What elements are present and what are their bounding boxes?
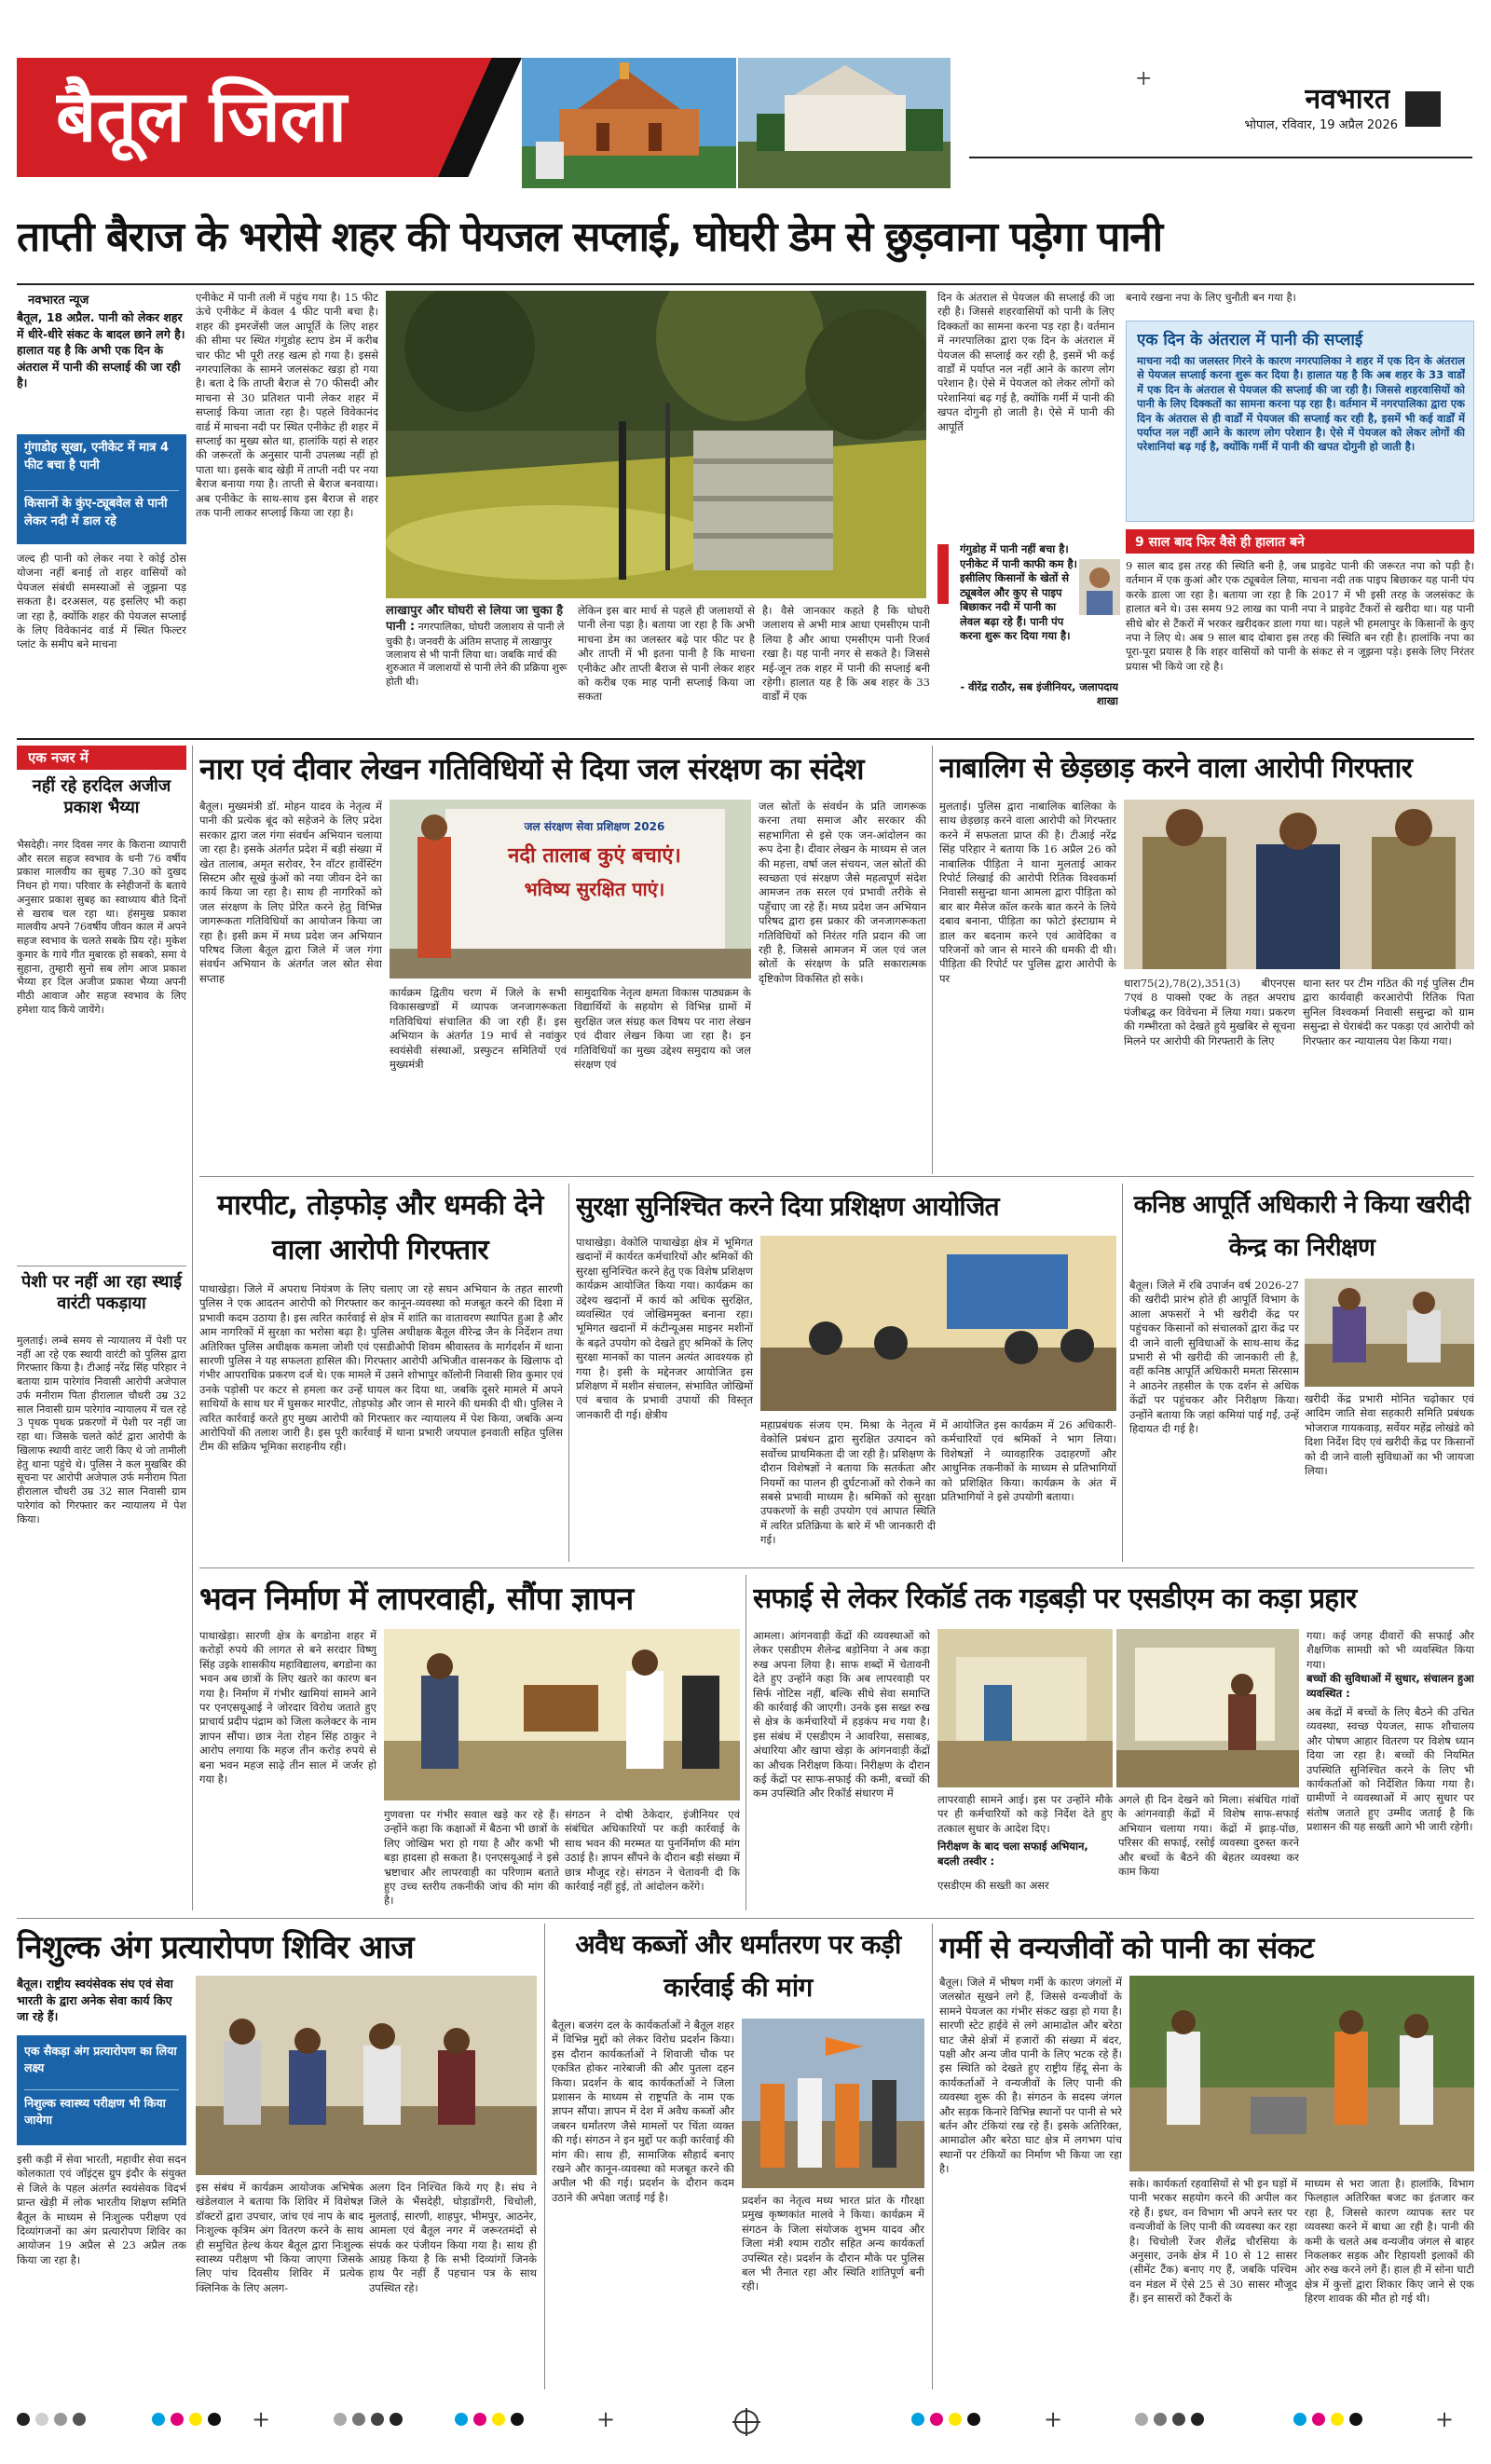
lead-photo-pipeline (386, 291, 926, 598)
safai-photo-2 (1116, 1629, 1299, 1787)
kanishth-body: बैतूल। जिले में रबि उपार्जन वर्ष 2026-27 की खरीदी प्रारंभ होते ही आपूर्ति विभाग के आला अफसरों ने भी खरीदी केंद्र पर पहुंचकर किसानों को संचालकों द्वारा केंद्र पर दी जाने वाली सुविधाओं के साथ-साथ केंद्र प्रभारी से भी खरीदी की जानकारी ली है, वहीं कनिष्ठ आपूर्ति अधिकारी ममता सिरसाम ने आठनेर तहसील के एक दर्शन से अधिक केंद्रों पर पहुंचकर और निरीक्षण किया। उन्होंने बताया कि जहां कमियां पाई गईं, उन्हें हिदायत दी गई है। (1129, 1279, 1299, 1436)
nabalig-body: मुलताई। पुलिस द्वारा नाबालिक बालिका के साथ छेड़छाड़ करने वाला आरोपी को गिरफ्तार करने में सफलता प्राप्त की है। टीआई नरेंद्र सिंह परिहार ने बताया कि 16 अप्रैल 26 को नाबालिक पीड़िता ने थाना मुलताई आकर रिपोर्ट लिखाई की आरोपी रितिक विश्वकर्मा निवासी ससुन्द्रा थाना आमला द्वारा पीड़िता को बार बार मैसेज कॉल करके बात करने के लिये दबाव बनाना, पीड़िता का फोटो इंस्टाग्राम मे डाल कर बदनाम करने एवं आवेदिका व परिजनों को जान से मारने की धमकी दी थी। पीड़िता की रिपोर्ट पर पुलिस द्वारा आरोपी के पर (939, 800, 1116, 985)
nara-headline: नारा एवं दीवार लेखन गतिविधियों से दिया जल संरक्षण का संदेश (199, 751, 864, 787)
nara-col1: बैतूल। मुख्यमंत्री डॉ. मोहन यादव के नेतृत्व में पानी की प्रत्येक बूंद को सहेजने के लिए प्रदेश सरकार द्वारा जल गंगा संवर्धन अभियान चलाया जा रहा है। इसके अंतर्गत प्रदेश में बड़ी संख्या में खेत तालाब, अमृत सरोवर, रैन वॉटर हार्वेस्टिंग सिस्टम और सूखे कुंओं को नया जीवन देने का कार्य किया जा रहा है। साथ ही नागरिकों को जल संरक्षण के लिए प्रेरित करने हेतु विभिन्न जागरूकता गतिविधियों का आयोजन किया जा रहा है। इसी क्रम में मध्य प्रदेश जन अभियान परिषद जिला बैतूल द्वारा जिले में जल गंगा संवर्धन अभियान के अंतर्गत जल स्रोत सेवा सप्ताह (199, 800, 382, 985)
kanishth-headline: कनिष्ठ आपूर्ति अधिकारी ने किया खरीदी केन्द्र का निरीक्षण (1133, 1191, 1470, 1262)
avaidh-photo-protest (742, 2019, 924, 2188)
nara-col3: सामुदायिक नेतृत्व क्षमता विकास पाठ्यक्रम के विद्यार्थियों के सहयोग से विभिन्न ग्रामों में सुरक्षित जल संग्रह कल विषय पर नारा लेखन एवं दीवार लेखन किया जा रहा है। इन गतिविधियों का मुख्य उद्देश्य समुदाय को जल संरक्षण एवं (574, 986, 751, 1072)
lead-col6-top: बनाये रखना नपा के लिए चुनौती बन गया है। (1126, 291, 1296, 304)
marpit-body: पाथाखेड़ा। जिले में अपराध नियंत्रण के लिए चलाए जा रहे सघन अभियान के तहत सारणी पुलिस ने एक आदतन आरोपी को गिरफ्तार कर कानून-व्यवस्था को मजबूत करने की दिशा में प्रभावी कदम उठाया है। इस त्वरित कार्रवाई से क्षेत्र में शांति का वातावरण स्थापित हुआ है और आम नागरिकों में सुरक्षा का भरोसा बढ़ा है। पुलिस अधीक्षक बैतूल वीरेन्द्र जैन के निर्देशन तथा अतिरिक्त पुलिस अधीक्षक कमला जोशी एवं एसडीओपी शिवम श्रीवास्तव के मार्गदर्शन में थाना सारणी पुलिस ने यह सफलता हासिल की। गिरफ्तार आरोपी अभिजीत वासनकर के खिलाफ दो गंभीर आपराधिक प्रकरण दर्ज थे। एक मामले में उसने शोभापुर कॉलोनी निवासी शिव कुमार एवं उनके पड़ोसी पर कटर से हमला कर उन्हें घायल कर दिया था, जबकि दूसरे मामले में अपने साथियों के साथ घर में घुसकर मारपीट, तोड़फोड़ और जान से मारने की धमकी दी थी। पुलिस ने त्वरित कार्रवाई करते हुए मुख्य आरोपी को गिरफ्तार कर न्यायालय में पेश किया, जबकि अन्य आरोपियों की तलाश जारी है। इस पूरी कार्रवाई में थाना प्रभारी जयपाल इनवाती सहित पुलिस टीम की सक्रिय भूमिका सराहनीय रही। (199, 1282, 563, 1454)
safai-caption-2: अगले ही दिन देखने को मिला। संबंधित गांवों के आंगनवाड़ी केंद्रों में विशेष साफ-सफाई अभियान चलाया गया। केंद्रों में झाड़-पोंछ, परिसर की सफाई, रसोई व्यवस्था दुरुस्त करने और बच्चों के बैठने की बेहतर व्यवस्था कर काम किया (1118, 1793, 1299, 1879)
safai-col1: आमला। आंगनवाड़ी केंद्रों की व्यवस्थाओं को लेकर एसडीएम शैलेन्द्र बड़ोनिया ने अब कड़ा रुख अपना लिया है। साफ शब्दों में चेतावनी देते हुए उन्होंने कहा कि अब लापरवाही पर सिर्फ नोटिस नहीं, बल्कि सीधे सेवा समाप्ति की कार्रवाई की जाएगी। उनके इस सख्त रुख से क्षेत्र के कर्मचारियों में हड़कंप मच गया है। इस संबंध में एसडीएम ने आवरिया, ससाबड़, अंधारिया और खापा खेड़ा के आंगनवाड़ी केंद्रों का औचक निरीक्षण किया। निरीक्षण के दौरान कई केंद्रों पर साफ-सफाई की कमी, बच्चों की कम उपस्थिति और रिकॉर्ड संधारण में (753, 1629, 930, 1800)
nishulk-intro: बैतूल। राष्ट्रीय स्वयंसेवक संघ एवं सेवा भारती के द्वारा अनेक सेवा कार्य किए जा रहे हैं। (17, 1977, 173, 2023)
warrant-body: मुलताई। लम्बे समय से न्यायालय में पेशी पर नहीं आ रहे एक स्थायी वारंटी को पुलिस द्वारा गिरफ्तार किया है। टीआई नरेंद्र सिंह परिहार ने बताया ग्राम पारेगांव निवासी आरोपी अजेपाल उर्फ मनीराम पिता हीरालाल चौधरी उम्र 32 साल निवासी ग्राम पारेगांव न्यायालय में चल रहे 3 पृथक पृथक प्रकरणों में पेशी पर नहीं जा रहा था। जिसके चलते कोर्ट द्वारा आरोपी के खिलाफ स्थायी वारंट जारी किए थे जो तामीली हेतु थाना पहुंचे थे। पुलिस ने कल मुखबिर की सूचना पर आरोपी अजेपाल उर्फ मनीराम पिता हीरालाल चौधरी उम्र 32 साल निवासी ग्राम पारेगांव को गिरफ्तार कर न्यायालय में पेश किया। (17, 1335, 186, 1526)
lead-quote-by: - वीरेंद्र राठौर, सब इंजीनियर, जलापदाय शाखा (960, 680, 1118, 707)
kanishth-caption: खरीदी केंद्र प्रभारी मोनित चढ़ोकार एवं आदिम जाति सेवा सहकारी समिति प्रबंधक भोजराज गायकवाड़, सर्वेयर महेंद्र लोखंडे को दिशा निर्देश दिए एवं खरीदी केंद्र पर किसानों को दी जाने वाली सुविधाओं का भी जायजा लिया। (1305, 1392, 1474, 1478)
suraksha-col2: महाप्रबंधक संजय एम. मिश्रा के नेतृत्व में वेकोलि प्रबंधन द्वारा सुरक्षित उत्पादन को सर्वोच्च प्राथमिकता दी जा रही है। प्रशिक्षण के दौरान विशेषज्ञों ने बताया कि सतर्कता और नियमों का पालन ही दुर्घटनाओं को रोकने का सबसे प्रभावी माध्यम है। श्रमिकों को सुरक्षा उपकरणों के सही उपयोग एवं आपात स्थिति में त्वरित प्रतिक्रिया के बारे में भी जानकारी दी गई। (760, 1418, 936, 1547)
registration-mark-top: + (1135, 67, 1153, 90)
section-title: बैतूल जिला (56, 75, 347, 157)
wall-slogan-1: जल संरक्षण सेवा प्रशिक्षण 2026 (524, 820, 665, 833)
wall-slogan-2: नदी तालाब कुएं बचाएं। (508, 844, 681, 868)
bhavan-caption: गुणवत्ता पर गंभीर सवाल खड़े कर रहे हैं। उन्होंने कहा कि कक्षाओं में बैठना भी छात्रों के लिए जोखिम भरा हो गया है और कभी भी बड़ा हादसा हो सकता है। एनएसयूआई ने इसे भ्रष्टाचार और लापरवाही का परिणाम बताते हुए उच्च स्तरीय तकनीकी जांच की मांग की है। (384, 1808, 559, 1908)
bhavan-photo-memorandum (384, 1629, 740, 1800)
kanishth-photo-inspection (1305, 1279, 1474, 1387)
bhavan-headline: भवन निर्माण में लापरवाही, सौंपा ज्ञापन (199, 1581, 634, 1618)
safai-headline: सफाई से लेकर रिकॉर्ड तक गड़बड़ी पर एसडीएम का कड़ा प्रहार (753, 1582, 1357, 1615)
print-color-bar (17, 2408, 1474, 2436)
suraksha-headline: सुरक्षा सुनिश्चित करने दिया प्रशिक्षण आयोजित (576, 1191, 999, 1222)
safai-col3: गया। कई जगह दीवारों की सफाई और शैक्षणिक सामग्री को भी व्यवस्थित किया गया। (1306, 1629, 1474, 1670)
garmi-col3: माध्यम से भरा जाता है। हालांकि, विभाग फिलहाल अतिरिक्त बजट का इंतजार कर रहा है, जिससे कारण व्यापक स्तर पर व्यवस्था करने में बाधा आ रही है। पानी की कमी के चलते अब वन्यजीव जंगल से बाहर निकलकर सड़क और रिहायशी इलाकों की ओर रुख करने लगे हैं। हाल ही में सोना घाटी क्षेत्र में कुत्तों द्वारा शिकार किए जाने से एक हिरण शावक की मौत हो गई थी। (1305, 2177, 1474, 2306)
nabalig-headline: नाबालिग से छेड़छाड़ करने वाला आरोपी गिरफ्तार (939, 752, 1413, 785)
safai-caption-1: लापरवाही सामने आई। इस पर उन्होंने मौके पर ही कर्मचारियों को कड़े निर्देश देते हुए तत्काल सुधार के आदेश दिए। (937, 1793, 1113, 1835)
nishulk-box-line-2: निशुल्क स्वास्थ्य परीक्षण भी किया जायेगा (24, 2096, 166, 2128)
header-photo-shrine (738, 58, 951, 188)
header-photo-temple (522, 58, 736, 188)
masthead-rule (969, 157, 1472, 158)
bhavan-body: पाथाखेड़ा। सारणी क्षेत्र के बगडोना शहर में करोड़ों रुपये की लागत से बने सरदार विष्णु सिंह उइके शासकीय महाविद्यालय, बगडोना का भवन अब छात्रों के लिए खतरे का कारण बन गया है। निर्माण में गंभीर खामियां सामने आने पर एनएसयूआई ने जोरदार विरोध जताते हुए प्राचार्य प्रदीप पंद्राम को जिला कलेक्टर के नाम ज्ञापन सौंपा। छात्र नेता रोहन सिंह ठाकुर ने आरोप लगाया कि महज तीन करोड़ रुपये से बना भवन महज साढ़े तीन साल में जर्जर हो गया है। (199, 1629, 376, 1786)
warrant-headline: पेशी पर नहीं आ रहा स्थाई वारंटी पकड़ाया (21, 1272, 182, 1314)
marpit-headline: मारपीट, तोड़फोड़ और धमकी देने वाला आरोपी गिरफ्तार (217, 1189, 543, 1266)
lead-col5-body: दिन के अंतराल से पेयजल की सप्लाई की जा रही है। जिससे शहरवासियों को पानी के लिए दिक्कतों का सामना करना पड़ रहा है। वर्तमान में नगरपालिका द्वारा एक दिन के अंतराल में पेयजल की सप्लाई कर रही है, इसमें भी कई वार्डों में पर्याप्त नल नहीं आने के कारण लोग परेशान है। ऐसे में पेयजल को लेकर लोगों को परेशानियां बढ़ गई है, क्योंकि गर्मी में पानी की खपत दोगुनी हो जाती है। ऐसे में पानी की आपूर्ति (937, 291, 1115, 433)
lead-photo-caption-head: लाखापुर और घोघरी से लिया जा चुका है पानी : (386, 604, 563, 634)
avaidh-headline: अवैध कब्जों और धर्मांतरण पर कड़ी कार्रवाई की मांग (575, 1929, 901, 2003)
sidebox-1-body: माचना नदी का जलस्तर गिरने के कारण नगरपालिका ने शहर में एक दिन के अंतराल से पेयजल सप्लाई करना शुरू कर दिया है। हालात यह है कि अब शहर के 33 वार्डों में एक दिन के अंतराल से पेयजल की सप्लाई की जा रही है। जिससे शहरवासियों को पानी के लिए दिक्कतों का सामना करना पड़ रहा है। वर्तमान में नगरपालिका द्वारा एक दिन के अंतराल से ही वार्डों में पेयजल की सप्लाई कर रही है, इसमें भी कई वार्डों में पर्याप्त नल नहीं आने के कारण लोग परेशान है। ऐसे में पेयजल को लेकर लोगों की परेशानियां बढ़ गई है, क्योंकि गर्मी में पानी की खपत दोगुनी हो जाती है। (1137, 354, 1465, 454)
lead-headline: ताप्ती बैराज के भरोसे शहर की पेयजल सप्लाई, घोघरी डेम से छुड़वाना पड़ेगा पानी (17, 213, 1162, 261)
nara-caption: कार्यक्रम द्वितीय चरण में जिले के सभी विकासखण्डों में व्यापक जनजागरूकता गतिविधियां संचालित की जा रही हैं। इस अभियान के अंतर्गत 19 मार्च से नवांकुर स्वयंसेवी संस्थाओं, प्रस्फुटन समितियों एवं मुख्यमंत्री (390, 986, 567, 1072)
safai-photo-1 (937, 1629, 1113, 1787)
paper-logo-block (1405, 91, 1441, 127)
lead-col3-body: लेकिन इस बार मार्च से पहले ही जलाशयों से पानी लेना पड़ा है। बताया जा रहा है कि अभी माचना डेम का जलस्तर बढ़े पार फीट पर है और ताप्ती में भी इतना पानी है कि माचना एनीकेट और ताप्ती बैराज से पानी लेकर शहर को करीब एक माह पानी सप्लाई किया जा सकता (578, 604, 755, 704)
lead-highlight-2: किसानों के कुंए-ट्यूबवेल से पानी लेकर नदी में डाल रहे (24, 497, 168, 528)
dateline: भोपाल, रविवार, 19 अप्रैल 2026 (1244, 118, 1398, 132)
nishulk-headline: निशुल्क अंग प्रत्यारोपण शिविर आज (17, 1929, 414, 1966)
garmi-headline: गर्मी से वन्यजीवों को पानी का संकट (939, 1930, 1314, 1965)
safai-subhead-2: बच्चों की सुविधाओं में सुधार, संचालन हुआ व्यवस्थित : (1306, 1672, 1474, 1700)
obit-body: भैसदेही। नगर दिवस नगर के किराना व्यापारी और सरल सहज स्वभाव के धनी 76 वर्षीय प्रकाश मालवीय का सुबह 7.30 को दुखद निधन हो गया। परिवार के स्नेहीजनों के बताये अनुसार प्रकाश सुबह का स्वाध्याय बीते दिनों से खराब चल रहा था। हंसमुख प्रकाश मालवीय अपने 76वर्षीय जीवन काल में अपने सहज स्वभाव के चलते सबके प्रिय रहे। मुकेश कुमार के गाये गीत मुबारक हो सबको, समा ये सुहाना, तुम्हारी सुनो सब लोग आज प्रकाश भैय्या हर दिल अजीज प्रकाश भैय्या अपनी मीठी आवाज और सहज स्वभाव के लिए हमेशा याद किये जायेंगे। (17, 839, 186, 1016)
obit-headline: नहीं रहे हरदिल अजीज प्रकाश भैय्या (32, 776, 171, 818)
nishulk-body: इसी कड़ी में सेवा भारती, महावीर सेवा सदन कोलकाता एवं जॉइंट्स ग्रुप इंदौर के संयुक्त से जिले के पहल अंतर्गत स्वयंसेवक विदर्भ प्रान्त खेड़ी में लोक भारतीय शिक्षण समिति बैतूल के माध्यम से निःशुल्क परीक्षण एवं दिव्यांगजनों का अंग प्रत्यारोपण शिविर का आयोजन 19 अप्रैल से 23 अप्रैल तक किया जा रहा है। (17, 2153, 186, 2266)
safai-col3-body: अब केंद्रों में बच्चों के लिए बैठने की उचित व्यवस्था, स्वच्छ पेयजल, साफ शौचालय और पोषण आहार वितरण पर विशेष ध्यान दिया जा रहा है। बच्चों की नियमित उपस्थिति सुनिश्चित करने के लिए भी कार्यकर्ताओं को निर्देशित किया गया है। ग्रामीणों ने व्यवस्थाओं में आए सुधार पर संतोष जताते हुए उम्मीद जताई है कि प्रशासन की यह सख्ती आगे भी जारी रहेगी। (1306, 1705, 1474, 1834)
avaidh-caption: प्रदर्शन का नेतृत्व मध्य भारत प्रांत के गौरक्षा प्रमुख कृष्णकांत मालवे ने किया। कार्यक्रम में संगठन के जिला संयोजक शुभम यादव और जिला मंत्री श्याम राठौर सहित अन्य कार्यकर्ता उपस्थित रहे। प्रदर्शन के दौरान मौके पर पुलिस बल भी तैनात रहा और स्थिति शांतिपूर्ण बनी रही। (742, 2194, 924, 2293)
bhavan-col3: संगठन ने दोषी ठेकेदार, इंजीनियर एवं संबंधित अधिकारियों पर कड़ी कार्रवाई के साथ भवन की मरम्मत या पुनर्निर्माण की मांग उठाई है। ज्ञापन सौंपने के दौरान बड़ी संख्या में छात्र मौजूद रहे। संगठन ने चेतावनी दी कि कार्रवाई नहीं हुई, तो आंदोलन करेंगे। (565, 1808, 740, 1894)
garmi-photo-water (1129, 1976, 1474, 2171)
wall-slogan-3: भविष्य सुरक्षित पाएं। (524, 878, 665, 900)
avaidh-body: बैतूल। बजरंग दल के कार्यकर्ताओं ने बैतूल शहर में विभिन्न मुद्दों को लेकर विरोध प्रदर्शन किया। इस दौरान कार्यकर्ताओं ने शिवाजी चौक पर एकत्रित होकर नारेबाजी की और पुतला दहन किया। प्रदर्शन के बाद कार्यकर्ताओं ने जिला प्रशासन के माध्यम से राष्ट्रपति के नाम एक ज्ञापन सौंपा। ज्ञापन में देश में अवैध कब्जों और जबरन धर्मांतरण जैसे मामलों पर चिंता व्यक्त की गई। संगठन ने इन मुद्दों पर कड़ी कार्रवाई की मांग की। साथ ही, सामाजिक सौहार्द बनाए रखने और कानून-व्यवस्था को मजबूत करने की अपील भी की गई। प्रदर्शन के दौरान कदम उठाने की अपेक्षा जताई गई है। (552, 2019, 734, 2204)
footer-reg-mark-2: + (596, 2406, 616, 2432)
suraksha-photo-training (760, 1236, 1116, 1411)
nabalig-photo-police (1124, 800, 1474, 969)
lead-photo-caption-text: नगरपालिका, घोघरी जलाशय से पानी ले चुकी है। जनवरी के अंतिम सप्ताह में लाखापुर जलाशय से भी पानी लिया था। जबकि मार्च की शुरुआत में जलाशयों से पानी लेने की प्रक्रिया शुरू होती थी। (386, 620, 568, 688)
nara-col4: जल स्रोतों के संवर्धन के प्रति जागरूक करना तथा समाज और सरकार की सहभागिता से इसे एक जन-आंदोलन का रूप देना है। दीवार लेखन के माध्यम से जल की महत्ता, वर्षा जल संचयन, जल स्रोतों की स्वच्छता एवं संरक्षण जैसे महत्वपूर्ण संदेश आमजन तक सरल एवं प्रभावी तरीके से पहुँचाए जा रहे हैं। मध्य प्रदेश जन अभियान परिषद द्वारा इस प्रकार की जनजागरूकता गतिविधियों को निरंतर गति प्रदान की जा रही है, जिससे आमजन में जल एवं जल स्रोतों के संरक्षण के प्रति सकारात्मक दृष्टिकोण विकसित हो सके। (759, 800, 926, 985)
lead-quote: गंगुडोह में पानी नहीं बचा है। एनीकेट में पानी काफी कम है। इसीलिए किसानों के खेतों से ट्यूबवेल और कुए से पाइप बिछाकर नदी में पानी का लेवल बढ़ा रहे हैं। पानी पंप करना शुरू कर दिया गया है। (960, 542, 1077, 643)
lead-byline: नवभारत न्यूज (28, 294, 89, 308)
paper-name: नवभारत (1305, 83, 1390, 116)
garmi-body: बैतूल। जिले में भीषण गर्मी के कारण जंगलों में जलस्रोत सूखने लगे हैं, जिससे वन्यजीवों के सामने पेयजल का गंभीर संकट खड़ा हो गया है। सारणी स्टेट हाईवे से लगे आमाढोल और बरेठा घाट जैसे क्षेत्रों में हजारों की संख्या में बंदर, पक्षी और अन्य जीव पानी के लिए भटक रहे हैं। इस स्थिति को देखते हुए राष्ट्रीय हिंदू सेना के कार्यकर्ताओं ने वन्यजीवों के लिए पानी की व्यवस्था शुरू की है। संगठन के सदस्य जंगल और सड़क किनारे विभिन्न स्थानों पर पानी से भरे बर्तन और टंकियां रख रहे हैं। इसके अतिरिक्त, आमाढोल और बरेठा घाट क्षेत्र में लगभग पांच स्थानों पर टंकियों का निर्माण भी किया जा रहा है। (939, 1976, 1122, 2176)
footer-reg-mark-1: + (252, 2406, 271, 2432)
nabalig-caption: धारा75(2),78(2),351(3) बीएनएस 7एवं 8 पाक्सो एक्ट के तहत अपराध पंजीबद्ध कर विवेचना में लिया गया। प्रकरण की गम्भीरता को देखते हुये मुखबिर से सूचना मिलने पर आरोपी की गिरफ्तारी के लिए (1124, 977, 1295, 1047)
ek-nazar-label: एक नजर में (28, 749, 89, 766)
sidebox-2-body: 9 साल बाद इस तरह की स्थिति बनी है, जब प्राइवेट पानी की जरूरत नपा को पड़ी है। वर्तमान में एक कुआं और एक ट्यूबवेल लिया, माचना नदी तक पाइप बिछाकर यह पानी पंप करके डाला जा रहा है। बताया जा रहा है कि 2017 में भी इसी तरह के जलसंकट के हालात बने थे। उस समय 92 लाख का पानी नपा ने प्राइवेट टैंकरों से खरीदा था। यह पानी सीधे बोर से टैंकरों में भरकर खरीदकर डाला गया था। पहले भी हमलापुर के किसानों के कुए नपा ने लिए थे। अब 9 साल बाद दोबारा इस तरह की स्थिति बन रही है। हालांकि नपा का पूरा-पूरा प्रयास है कि शहर वासियों को पानी के संकट से न जूझना पड़े। इसके लिए निरंतर प्रयास भी किये जा रहे है। (1126, 559, 1474, 673)
nishulk-photo-camp (196, 1976, 537, 2175)
garmi-caption: सके। कार्यकर्ता रहवासियों से भी इन घड़ों में पानी भरकर सहयोग करने की अपील कर रहे हैं। इधर, वन विभाग भी अपने स्तर पर वन्यजीवों के लिए पानी की व्यवस्था कर रहा है। चिचोली रेंजर शैलेंद्र चौरसिया के अनुसार, उनके क्षेत्र में 10 से 12 सासर (सीमेंट टैंक) बनाए गए हैं, जबकि पश्चिम वन मंडल में ऐसे 25 से 30 सासर मौजूद हैं। इन सासरों को टैंकरों के (1129, 2177, 1297, 2306)
footer-reg-mark-3: + (1044, 2406, 1063, 2432)
nishulk-box-line-1: एक सैकड़ा अंग प्रत्यारोपण का लिया लक्ष्य (24, 2044, 177, 2075)
lead-col1-body: जल्द ही पानी को लेकर नया रे कोई ठोस योजना नहीं बनाई तो शहर वासियों को पेयजल संबंधी समस्याओं से जूझना पड़ सकता है। दरअसल, यह इसलिए भी कहा जा रहा है, क्योंकि शहर की पेयजल सप्लाई के लिए विवेकानंद वार्ड में स्थित फिल्टर प्लांट के समीप बने माचना (17, 552, 186, 651)
lead-col4-body: है। वैसे जानकार कहते है कि घोघरी जलाशय से अभी मात्र आधा एमसीएम पानी लिया है और आधा एमसीएम पानी रिजर्व रखा है। यह पानी नगर से सकते है। जिससे मई-जून तक शहर में पानी की सप्लाई बनी रहेगी। हालात यह है कि अब शहर के 33 वार्डों में एक (762, 604, 930, 704)
nishulk-col3: अलग दिन निश्चित किये गए है। संघ ने जिले के भैंसदेही, घोड़ाडोंगरी, चिचोली, मुलताई, सारणी, शाहपुर, भीमपुर, आठनेर, आमला एवं बैतूल नगर में जरूरतमंदों से संपर्क कर पंजीयन किया गया है। साथ ही आग्रह किया है कि सभी दिव्यांगों जिनके हाथ पैर नहीं हैं पहचान पत्र के साथ उपस्थित रहे। (369, 2181, 537, 2294)
safai-subhead: निरीक्षण के बाद चला सफाई अभियान, बदली तस्वीर : (937, 1840, 1088, 1868)
suraksha-col3: में आयोजित इस कार्यक्रम में 26 अधिकारी-कर्मचारियों एवं श्रमिकों ने भाग लिया। विशेषज्ञों ने व्यावहारिक उदाहरणों और आधुनिक तकनीकों के माध्यम से प्रतिभागियों को प्रशिक्षित किया। कार्यक्रम के अंत में प्रतिभागियों ने इसे उपयोगी बताया। (941, 1418, 1116, 1504)
safai-caption-bold: एसडीएम की सख्ती का असर (937, 1879, 1049, 1892)
lead-quote-icon (937, 544, 949, 604)
nabalig-caption-2: थाना स्तर पर टीम गठित की गई पुलिस टीम द्वारा कार्यवाही करआरोपी रितिक पिता सुनिल विश्वकर्मा निवासी ससुन्द्रा को ग्राम ससुन्द्रा से घेराबंदी कर पकड़ा एवं आरोपी को गिरफ्तार कर न्यायालय पेश किया गया। (1303, 977, 1474, 1047)
lead-col2-body: एनीकेट में पानी तली में पहुंच गया है। 15 फीट ऊंचे एनीकेट में केवल 4 फीट पानी बचा है। शहर की इमरजेंसी जल आपूर्ति के लिए शहर की सीमा पर स्थित गंगुडोह स्टाप डेम में करीब चार फीट भी पूरी तरह खत्म हो गया है। इससे नगरपालिका के सामने जलसंकट खड़ा हो गया है। बता दे कि ताप्ती बैराज से 70 फीसदी और माचना से 30 प्रतिशत पानी लेकर शहर में सप्लाई किया जाता रहा है। पहले विवेकानंद वार्ड में माचना नदी पर स्थित एनीकेट ही शहर में सप्लाई का मुख्य स्रोत था, हालांकि यहां से शहर की जरूरतों के अनुसार पानी उपलब्ध नहीं हो पाता था। इसके बाद खेड़ी में ताप्ती नदी पर नया बैराज बनाया गया है। ताप्ती से बैराज बनवाया। अब एनीकेट के साथ-साथ इस बैराज से शहर तक पानी लाकर सप्लाई किया जा रहा है। (196, 291, 378, 520)
lead-photo-caption (386, 604, 568, 731)
footer-reg-mark-4: + (1435, 2406, 1455, 2432)
suraksha-col1: पाथाखेड़ा। वेकोलि पाथाखेड़ा क्षेत्र में भूमिगत खदानों में कार्यरत कर्मचारियों और श्रमिकों की सुरक्षा सुनिश्चित करने हेतु एक विशेष प्रशिक्षण कार्यक्रम आयोजित किया गया। कार्यक्रम का उद्देश्य खदानों में कार्य को अधिक सुरक्षित, व्यवस्थित एवं जोखिममुक्त बनाना रहा। भूमिगत खदानों में कंटीन्यूअस माइनर मशीनों के बढ़ते उपयोग को देखते हुए श्रमिकों के लिए सुरक्षा मानकों का पालन अत्यंत आवश्यक हो गया है। इसी के मद्देनजर आयोजित इस प्रशिक्षण में मशीन संचालन, संभावित जोखिमों एवं बचाव के प्रभावी उपायों की विस्तृत जानकारी दी गई। क्षेत्रीय (576, 1236, 753, 1421)
lead-intro: बैतूल, 18 अप्रैल. पानी को लेकर शहर में धीरे-धीरे संकट के बादल छाने लगे है। हालात यह है कि अभी एक दिन के अंतराल में पानी की सप्लाई की जा रही है। (17, 310, 185, 390)
lead-highlight-1: गुंगाडोह सूखा, एनीकेट में मात्र 4 फीट बचा है पानी (24, 441, 170, 472)
nishulk-caption: इस संबंध में कार्यक्रम आयोजक अभिषेक खंडेलवाल ने बताया कि शिविर में विशेषज्ञ डॉक्टरों द्वारा उपचार, जांच एवं नाप के बाद निःशुल्क कृत्रिम अंग वितरण करने के साथ ही समुचित हेल्थ केयर बैतूल द्वारा निःशुल्क स्वास्थ्य परीक्षण भी किया जाएगा जिसके लिए पांच दिवसीय शिविर में प्रत्येक क्लिनिक के लिए अलग- (196, 2181, 363, 2294)
sidebox-2-title: 9 साल बाद फिर वैसे ही हालात बने (1135, 535, 1305, 550)
sidebox-1-title: एक दिन के अंतराल में पानी की सप्लाई (1137, 331, 1363, 349)
quote-portrait (1079, 559, 1120, 615)
